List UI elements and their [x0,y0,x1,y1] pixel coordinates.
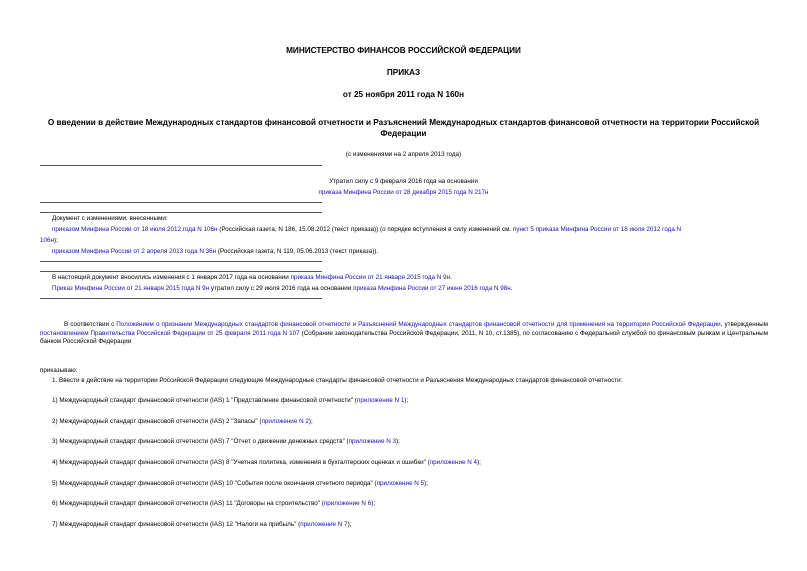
preamble-text-b: , утвержденным [720,321,769,328]
resolution-link[interactable]: постановлением Правительства Российской Федерации от 25 февраля 2011 года N 107 [40,329,300,337]
note-2-end: . [510,285,513,292]
preamble-text-a: В соответствии с [64,321,117,328]
change-text-2: (Российская газета, N 119, 05.06.2013 (текст приказа)). [216,248,379,255]
divider [40,212,322,213]
amendment-note: (с изменениями на 2 апреля 2013 года) [345,151,462,158]
divider [40,271,322,272]
list-item: 6) Международный стандарт финансовой отчетности (IAS) 11 "Договоры на строительство" (приложение N 6); [52,500,376,507]
list-item: 5) Международный стандарт финансовой отчетности (IAS) 10 "События после окончания отчетного периода" (приложение N 5); [52,480,428,487]
note-1-text: В настоящий документ вносились изменения с 1 января 2017 года на основании [52,274,291,281]
preamble-text-c: (Собрание законодательства Российской Федерации, 2011, N 10, ст.1385), по согласованию с Федеральной службой по финансовым рынкам и Центральным банком Российской Федерации [40,329,768,345]
list-item: 2) Международный стандарт финансовой отчетности (IAS) 2 "Запасы" (приложение N 2); [52,418,313,425]
change-end-1: ); [53,237,58,244]
change-text-1: (Российская газета, N 186, 15.08.2012 (текст приказа)) (о порядке вступления в силу изменений см. [217,226,513,233]
change-item-1-cont [40,237,58,246]
note-1-end: . [450,274,452,281]
change-item-1 [52,226,681,235]
appendix-link[interactable]: приложение N 7 [300,521,348,528]
doc-type-heading: ПРИКАЗ [386,68,421,77]
change-link-2[interactable]: приказом Минфина России от 2 апреля 2013 года N 36н [52,248,217,255]
document-title: О введении в действие Международных стандартов финансовой отчетности и Разъяснений Международных стандартов финансовой отчетности на территории Российской Федерации [47,118,760,139]
divider [40,202,322,203]
change-link-1b[interactable]: пункт 5 приказа Минфина России от 18 июля 2012 года N [512,226,682,233]
regulation-link[interactable]: Положением о признании Международных стандартов финансовой отчетности и Разъяснений Международных стандартов финансовой отчетности для применения на территории Российской Федерации [116,321,721,328]
list-item: 4) Международный стандарт финансовой отчетности (IAS) 8 "Учетная политика, изменения в бухгалтерских оценках и ошибки" (приложение N 4); [52,459,481,466]
divider [40,165,322,166]
note-1 [52,274,452,283]
appendix-link[interactable]: приложение N 6 [323,500,372,507]
appendix-link[interactable]: приложение N 1 [356,397,405,404]
order-word: приказываю: [40,367,78,374]
ministry-heading: МИНИСТЕРСТВО ФИНАНСОВ РОССИЙСКОЙ ФЕДЕРАЦИИ [286,46,521,55]
divider [40,298,322,299]
list-item: 1) Международный стандарт финансовой отчетности (IAS) 1 "Представление финансовой отчетности" (приложение N 1); [52,397,409,404]
appendix-link[interactable]: приложение N 5 [376,480,425,487]
change-link-1[interactable]: приказом Минфина России от 18 июля 2012 года N 106н [52,226,218,233]
list-item: 7) Международный стандарт финансовой отчетности (IAS) 12 "Налоги на прибыль" (приложение N 7); [52,521,352,528]
point-1: 1. Ввести в действие на территории Российской Федерации следующие Международные стандарты финансовой отчетности и Разъяснения Международных стандартов финансовой отчетности: [52,377,623,384]
divider [40,261,322,262]
note-2 [52,285,513,294]
date-number-heading: от 25 ноября 2011 года N 160н [342,90,465,99]
expired-link-wrap [0,189,807,198]
note-2-text: утратил силу с 29 июля 2016 года на основании [209,285,354,292]
note-2-link[interactable]: Приказ Минфина России от 21 января 2015 года N 9н [52,285,210,292]
changes-intro: Документ с изменениями, внесенными: [52,215,168,222]
note-2-link2[interactable]: приказа Минфина России от 27 июня 2016 года N 98н [353,285,511,292]
expired-text: Утратил силу с 9 февраля 2016 года на основании [329,178,478,185]
note-1-link[interactable]: приказа Минфина России от 21 января 2015 года N 9н [290,274,451,281]
change-link-1c[interactable]: 106н [40,237,54,244]
list-item: 3) Международный стандарт финансовой отчетности (IAS) 7 "Отчет о движении денежных средств" (приложение N 3); [52,438,400,445]
preamble-paragraph [40,321,768,347]
appendix-link[interactable]: приложение N 2 [261,418,309,425]
appendix-link[interactable]: приложение N 4 [429,459,478,466]
change-item-2 [52,248,378,257]
appendix-link[interactable]: приложение N 3 [348,438,396,445]
expired-link[interactable]: приказа Минфина России от 28 декабря 2015 года N 217н [318,189,489,196]
